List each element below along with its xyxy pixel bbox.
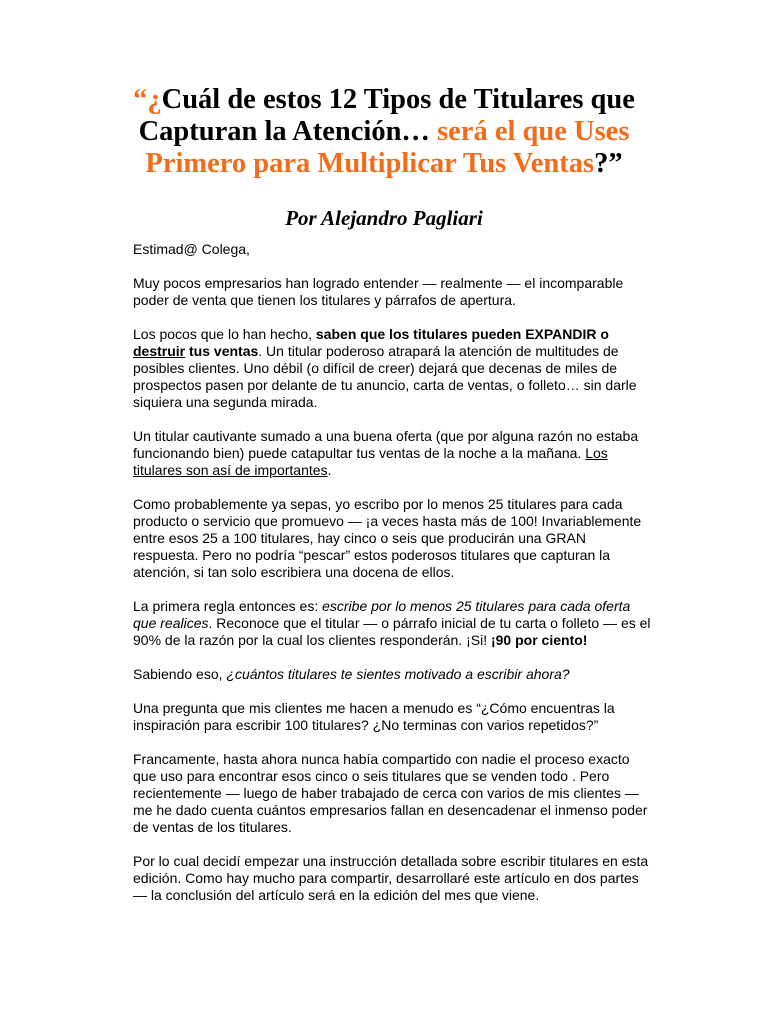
p4-underlined: Los titulares son así de importantes [133, 445, 608, 478]
headline-close: ?” [594, 148, 623, 179]
p4-text-a: Un titular cautivante sumado a una buena oferta (que por alguna razón no estaba funcionando bien) puede catapultar tus ventas de la noche a la mañana. [133, 428, 639, 461]
headline-open-quote: “ [133, 84, 148, 115]
paragraph-9: Francamente, hasta ahora nunca había compartido con nadie el proceso exacto que uso para encontrar esos cinco o seis titulares que se venden todo . Pero recientemente — luego de haber trabajado de cerca con varios de mis clientes — me he dado cuenta cuántos empresarios fallan en desencadenar el inmenso poder de ventas de los titulares. [133, 751, 648, 835]
p4-text-b: . [327, 462, 332, 478]
p7-text-a: Sabiendo eso, [133, 666, 227, 682]
letter-body [133, 241, 653, 921]
paragraph-6 [133, 598, 653, 649]
headline-part-orange: será el que Uses Primero para Multiplicar Tus Ventas [145, 116, 630, 179]
paragraph-8: Una pregunta que mis clientes me hacen a menudo es “¿Cómo encuentras la inspiración para escribir 100 titulares? ¿No terminas con varios repetidos?” [133, 700, 615, 733]
p6-text-a: La primera regla entonces es: [133, 598, 323, 614]
p7-italic: ¿cuántos titulares te sientes motivado a escribir ahora? [226, 666, 570, 682]
p3-bold-underline: destruir [133, 343, 186, 359]
p3-bold-a: saben que los titulares pueden EXPANDIR o [315, 326, 609, 342]
author-byline: Por Alejandro Pagliari [285, 206, 483, 230]
paragraph-2: Muy pocos empresarios han logrado entender — realmente — el incomparable poder de venta que tienen los titulares y párrafos de apertura. [133, 275, 624, 308]
paragraph-5: Como probablemente ya sepas, yo escribo por lo menos 25 titulares para cada producto o servicio que promuevo — ¡a veces hasta más de 100! Invariablemente entre esos 25 a 100 titulares, hay cinco o seis que producirán una GRAN respuesta. Pero no podría “pescar” estos poderosos titulares que capturan la atención, si tan solo escribiera una docena de ellos. [133, 496, 642, 580]
headline-part-black: Cuál de estos 12 Tipos de Titulares que Capturan la Atención… [138, 84, 635, 147]
paragraph-10: Por lo cual decidí empezar una instrucción detallada sobre escribir titulares en esta edición. Como hay mucho para compartir, desarrollaré este artículo en dos partes — la conclusión del artículo será en la edición del mes que viene. [133, 853, 649, 903]
paragraph-7 [133, 666, 653, 683]
headline-inverted-question: ¿ [147, 84, 162, 115]
p6-text-b: . Reconoce que el titular — o párrafo inicial de tu carta o folleto — es el 90% de la razón por la cual los clientes responderán. ¡Si! [133, 615, 651, 648]
p6-bold: ¡90 por ciento! [490, 632, 588, 648]
paragraph-4 [133, 428, 653, 479]
salutation: Estimad@ Colega, [133, 241, 250, 257]
paragraph-3 [133, 326, 653, 411]
headline [96, 84, 672, 180]
p3-bold-b: tus ventas [185, 343, 259, 359]
p3-text-a: Los pocos que lo han hecho, [133, 326, 316, 342]
p3-text-b: . Un titular poderoso atrapará la atención de multitudes de posibles clientes. Uno débil (o difícil de creer) dejará que decenas de miles de prospectos pasen por delante de tu anuncio, carta de ventas, o folleto… sin darle siquiera una segunda mirada. [133, 343, 637, 410]
p6-italic: escribe por lo menos 25 titulares para cada oferta que realices [133, 598, 631, 631]
